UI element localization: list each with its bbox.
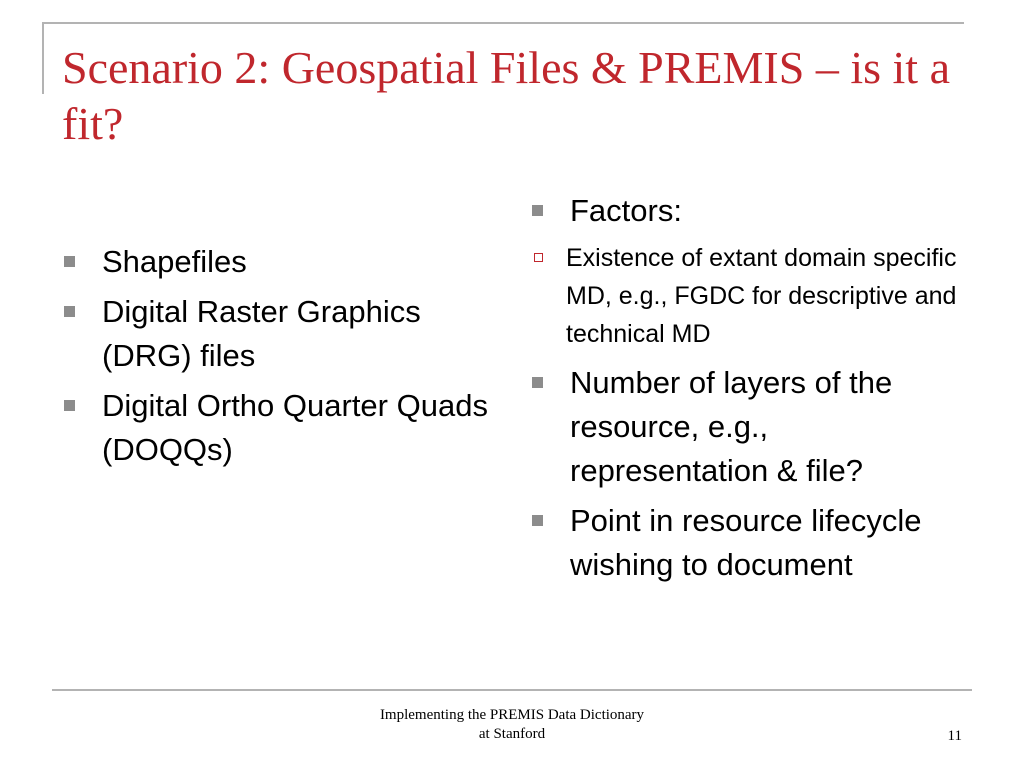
slide-title: Scenario 2: Geospatial Files & PREMIS – is it a fit?	[62, 42, 950, 149]
list-item	[62, 240, 502, 284]
list-item	[530, 499, 970, 587]
bullet-text: Point in resource lifecycle wishing to document	[570, 503, 922, 582]
footer-line-1: Implementing the PREMIS Data Dictionary	[379, 707, 645, 723]
square-bullet-icon	[64, 256, 75, 267]
sub-bullet-text: Existence of extant domain specific MD, e.g., FGDC for descriptive and technical MD	[566, 244, 957, 348]
bullet-text: Digital Raster Graphics (DRG) files	[102, 294, 421, 373]
bullet-text: Shapefiles	[102, 244, 247, 279]
sub-list-container	[530, 239, 970, 353]
list-item	[530, 361, 970, 493]
left-bullet-list	[62, 240, 502, 478]
square-bullet-icon	[532, 515, 543, 526]
list-item	[62, 290, 502, 378]
right-bullet-list	[530, 189, 970, 593]
square-bullet-icon	[64, 400, 75, 411]
title-frame-top-line	[42, 22, 964, 24]
footer-line-2: at Stanford	[478, 726, 546, 742]
list-item	[62, 384, 502, 472]
square-bullet-icon	[532, 377, 543, 388]
footer-caption	[352, 706, 672, 744]
bullet-text: Factors:	[570, 193, 682, 228]
footer-divider	[52, 689, 972, 691]
sub-list-item	[530, 239, 970, 353]
square-bullet-icon	[64, 306, 75, 317]
list-item-factors	[530, 189, 970, 233]
bullet-text: Number of layers of the resource, e.g., representation & file?	[570, 365, 893, 488]
square-bullet-icon	[532, 205, 543, 216]
factors-sub-list	[530, 239, 970, 353]
hollow-square-bullet-icon	[534, 253, 543, 262]
page-number: 11	[947, 728, 962, 744]
title-frame-left-line	[42, 22, 44, 94]
bullet-text: Digital Ortho Quarter Quads (DOQQs)	[102, 388, 488, 467]
